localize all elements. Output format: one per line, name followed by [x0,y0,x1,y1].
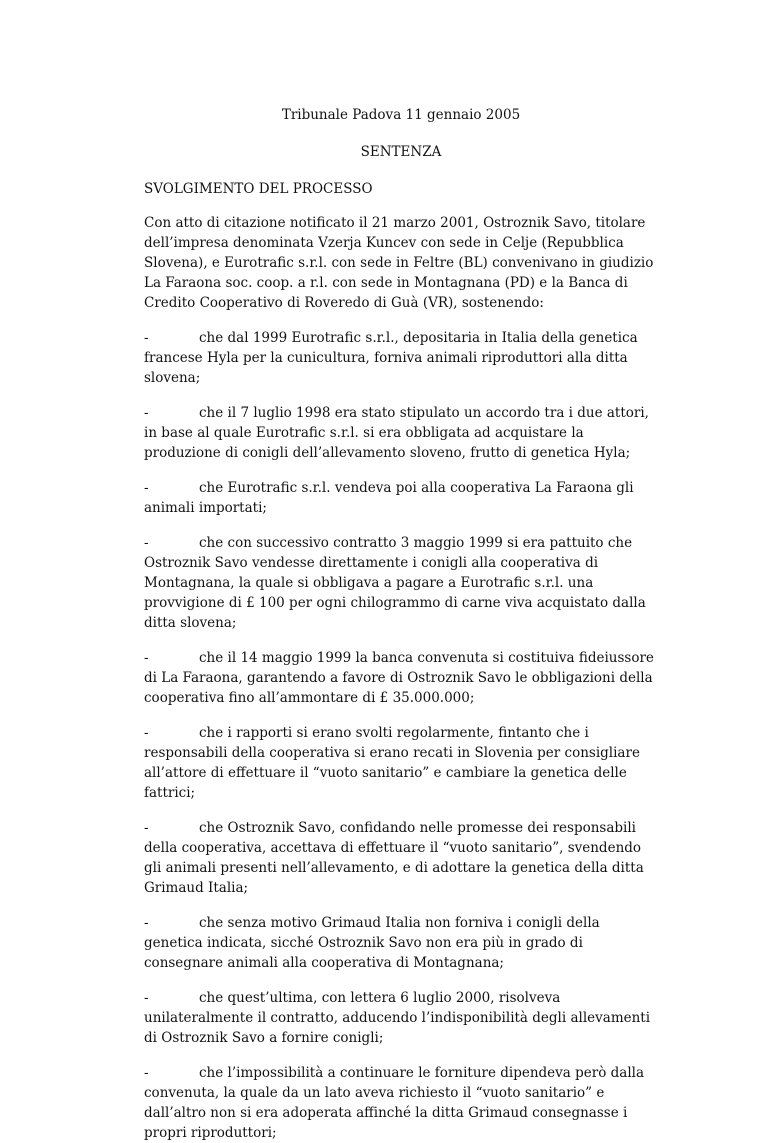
list-item-text: che i rapporti si erano svolti regolarmente, fintanto che i responsabili della cooperativa si erano recati in Slovenia per consigliare all’attore di effettuare il “vuoto sanitario” e cambiare la genetica delle fattrici; [144,725,640,801]
list-item [144,648,658,708]
bullet-dash: - [144,535,149,551]
bullet-dash: - [144,650,149,666]
list-item [144,913,658,973]
court-header: Tribunale Padova 11 gennaio 2005 [281,107,521,123]
list-item-text: che senza motivo Grimaud Italia non forniva i conigli della genetica indicata, sicché Ostroznik Savo non era più in grado di consegnare animali alla cooperativa di Montagnana; [144,915,600,971]
list-item-text: che Eurotrafic s.r.l. vendeva poi alla cooperativa La Faraona gli animali importati; [144,480,634,516]
list-item [144,533,658,633]
bullet-dash: - [144,725,149,741]
list-item-text: che dal 1999 Eurotrafic s.r.l., depositaria in Italia della genetica francese Hyla per la cunicultura, forniva animali riproduttori alla ditta slovena; [144,330,638,386]
list-item-text: che il 7 luglio 1998 era stato stipulato un accordo tra i due attori, in base al quale Eurotrafic s.r.l. si era obbligata ad acquistare la produzione di conigli dell’allevamento sloveno, frutto di genetica Hyla; [144,405,649,461]
bullet-dash: - [144,990,149,1006]
list-item [144,328,658,388]
list-item-text: che Ostroznik Savo, confidando nelle promesse dei responsabili della cooperativa, accettava di effettuare il “vuoto sanitario”, svendendo gli animali presenti nell’allevamento, e di adottare la genetica della ditta Grimaud Italia; [144,820,644,896]
list-item [144,723,658,803]
list-item [144,478,658,518]
list-item [144,988,658,1048]
list-item-text: che il 14 maggio 1999 la banca convenuta si costituiva fideiussore di La Faraona, garantendo a favore di Ostroznik Savo le obbligazioni della cooperativa fino all’ammontare di £ 35.000.000; [144,650,654,706]
intro-paragraph: Con atto di citazione notificato il 21 marzo 2001, Ostroznik Savo, titolare dell’impresa denominata Vzerja Kuncev con sede in Celje (Repubblica Slovena), e Eurotrafic s.r.l. con sede in Feltre (BL) convenivano in giudizio La Faraona soc. coop. a r.l. con sede in Montagnana (PD) e la Banca di Credito Cooperativo di Roveredo di Guà (VR), sostenendo: [144,215,654,311]
list-item [144,403,658,463]
bullet-dash: - [144,915,149,931]
bullet-dash: - [144,405,149,421]
section-title: SVOLGIMENTO DEL PROCESSO [144,181,373,197]
bullet-dash: - [144,820,149,836]
list-item-text: che con successivo contratto 3 maggio 1999 si era pattuito che Ostroznik Savo vendesse direttamente i conigli alla cooperativa di Montagnana, la quale si obbligava a pagare a Eurotrafic s.r.l. una provvigione di £ 100 per ogni chilogrammo di carne viva acquistato dalla ditta slovena; [144,535,646,631]
list-item [144,1063,658,1143]
bullet-dash: - [144,1065,149,1081]
list-item-text: che l’impossibilità a continuare le forniture dipendeva però dalla convenuta, la quale da un lato aveva richiesto il “vuoto sanitario” e dall’altro non si era adoperata affinché la ditta Grimaud consegnasse i propri riproduttori; [144,1065,645,1141]
bullet-dash: - [144,330,149,346]
list-item-text: che quest’ultima, con lettera 6 luglio 2000, risolveva unilateralmente il contratto, adducendo l’indisponibilità degli allevamenti di Ostroznik Savo a fornire conigli; [144,990,651,1046]
bullet-dash: - [144,480,149,496]
list-item [144,818,658,898]
document-type: SENTENZA [360,144,442,160]
